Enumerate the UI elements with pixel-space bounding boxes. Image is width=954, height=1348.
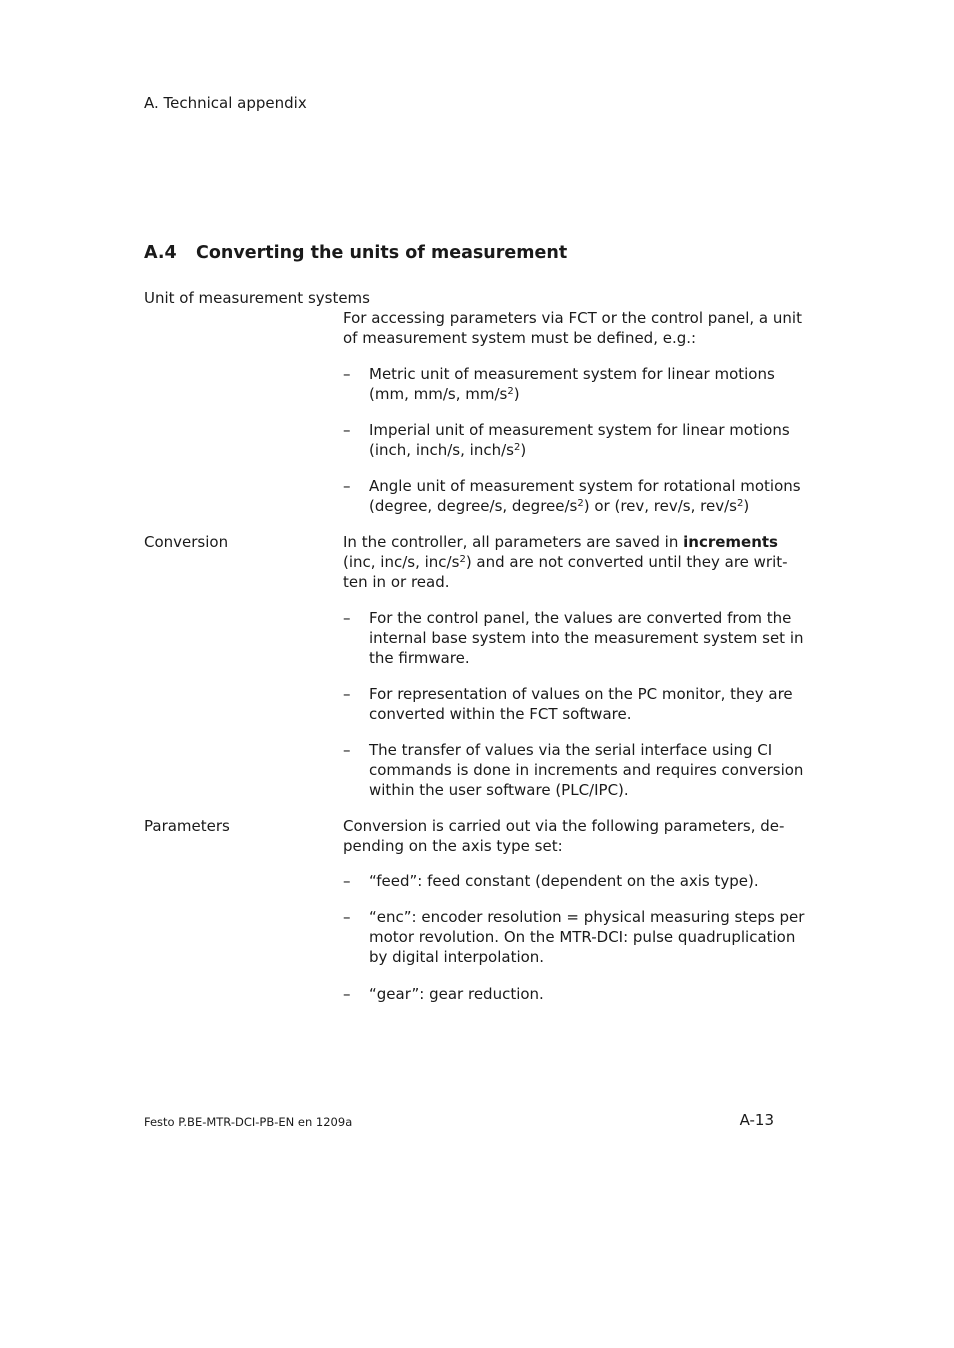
section-number: A.4: [144, 243, 177, 263]
section-heading: [144, 243, 567, 263]
conversion-intro: In the controller, all parameters are saved in increments (inc, inc/s, inc/$s^2$) and are not converted until they are writ- ten in or read.: [343, 533, 788, 591]
dash-marker: –: [343, 609, 351, 627]
margin-label-parameters: Parameters: [144, 817, 230, 835]
dash-marker: –: [343, 365, 351, 383]
list-item: – The transfer of values via the serial interface using CI commands is done in increments and requires conversion within the user software (PLC/IPC).: [343, 741, 804, 799]
dash-marker: –: [343, 908, 351, 926]
dash-marker: –: [343, 477, 351, 495]
bold-term: increments: [683, 533, 778, 551]
list-item: – Metric unit of measurement system for linear motions (mm, mm/s, $mm/s^2$): [343, 365, 775, 403]
page-number: A-13: [739, 1111, 774, 1129]
parameters-intro: Conversion is carried out via the following parameters, de- pending on the axis type set:: [343, 817, 785, 855]
dash-marker: –: [343, 685, 351, 703]
list-item: – For the control panel, the values are converted from the internal base system into the measurement system set in the firmware.: [343, 609, 804, 667]
list-item: – “feed”: feed constant (dependent on the axis type).: [343, 872, 759, 890]
margin-label-conversion: Conversion: [144, 533, 229, 551]
list-item: – “gear”: gear reduction.: [343, 985, 544, 1003]
dash-marker: –: [343, 872, 351, 890]
section-title: Converting the units of measurement: [196, 243, 568, 263]
footer-document-id: Festo P.BE-MTR-DCI-PB-EN en 1209a: [144, 1115, 353, 1129]
dash-marker: –: [343, 985, 351, 1003]
dash-marker: –: [343, 421, 351, 439]
list-item: – Imperial unit of measurement system for linear motions (inch, inch/s, inch/$s^2$): [343, 421, 790, 459]
list-item: – Angle unit of measurement system for rotational motions (degree, degree/s, degree/$s^2$) or (rev, rev/s, rev/$s^2$): [343, 477, 801, 515]
list-item: – “enc”: encoder resolution = physical measuring steps per motor revolution. On the MTR-DCI: pulse quadruplication by digital interpolation.: [343, 908, 805, 966]
unit-systems-intro: For accessing parameters via FCT or the control panel, a unit of measurement system must be defined, e.g.:: [343, 309, 802, 347]
dash-marker: –: [343, 741, 351, 759]
running-header: A. Technical appendix: [144, 94, 307, 112]
list-item: – For representation of values on the PC monitor, they are converted within the FCT software.: [343, 685, 793, 723]
margin-label-unit-systems: Unit of measurement systems: [144, 289, 370, 307]
